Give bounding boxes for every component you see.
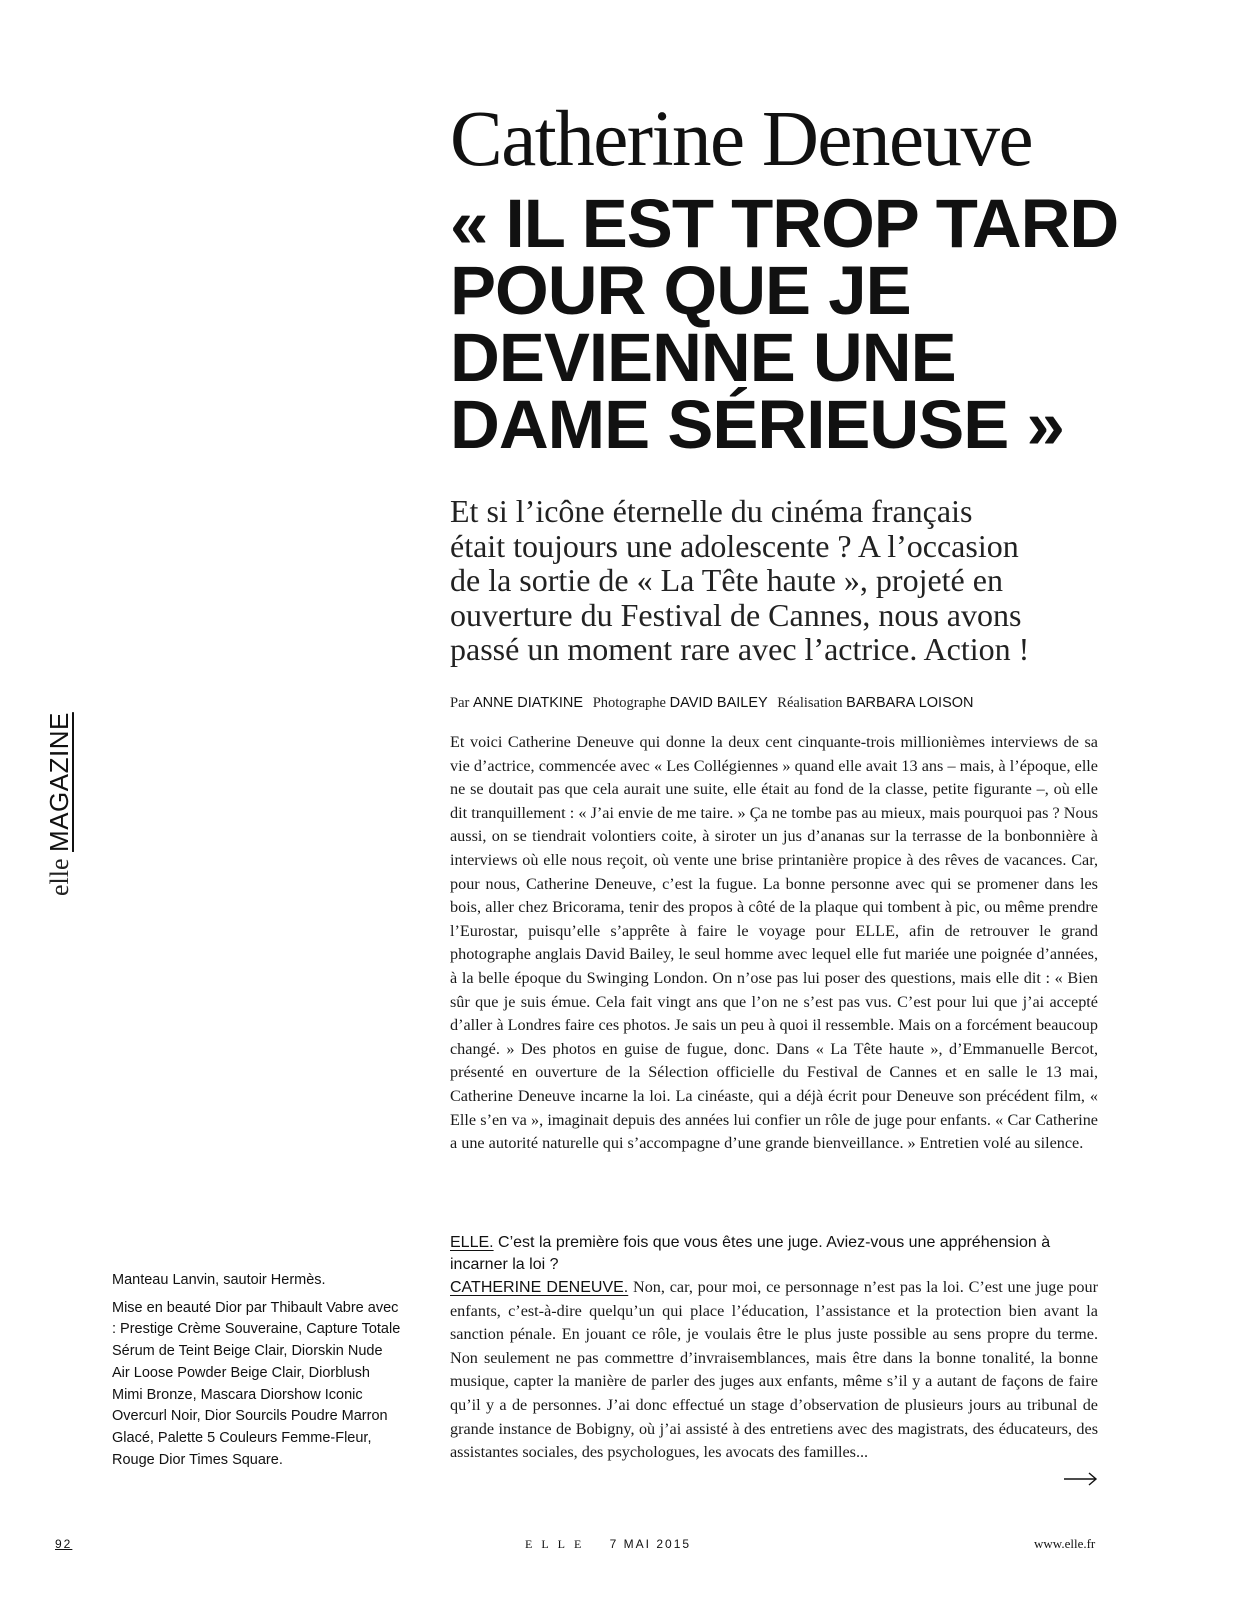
photographer-name: DAVID BAILEY	[669, 695, 768, 711]
page-number: 92	[55, 1537, 73, 1551]
photographer-label: Photographe	[592, 695, 666, 711]
intro-line: était toujours une adolescente ? A l’occasion	[450, 527, 1019, 564]
intro-line: Et si l’icône éternelle du cinéma français	[450, 493, 973, 529]
interview-question	[450, 1232, 1098, 1276]
photo-caption	[112, 1270, 402, 1477]
section-label	[44, 712, 75, 896]
answer-text: Non, car, pour moi, ce personnage n’est pas la loi. C’est une juge pour enfants, c’est-à-dire quelqu’un qui place l’éducation, l’assistance et la protection bien avant la sanction pénale. En jouant ce rôle, je voulais être le plus juste possible au sens propre du terme. Non seulement ne pas commettre d’invraisemblances, mais être dans la bonne tonalité, la bonne musique, capter la manière de parler des juges aux enfants, même s’il y a autant de façons de faire qu’il y a de personnes. J’ai donc effectué un stage d’observation de plusieurs jours au tribunal de grande instance de Bobigny, où j’ai assisté à des entretiens avec des magistrats, des éducateurs, des assistantes sociales, des psychologues, les avocats des familles...	[450, 1278, 1099, 1462]
headline-line: DEVIENNE UNE	[450, 319, 956, 396]
headline-line: DAME SÉRIEUSE »	[450, 386, 1064, 463]
interview-answer	[450, 1276, 1098, 1465]
section-brand: elle	[45, 858, 74, 896]
footer-magazine: ELLE	[525, 1537, 591, 1551]
article-intro	[450, 494, 1150, 667]
speaker-label: CATHERINE DENEUVE.	[450, 1279, 629, 1296]
article-headline	[450, 185, 1150, 463]
interviewer-label: ELLE.	[450, 1234, 494, 1251]
footer-website-link[interactable]: www.elle.fr	[1034, 1536, 1096, 1551]
author-name: ANNE DIATKINE	[472, 695, 584, 711]
headline-line: POUR QUE JE	[450, 252, 911, 329]
question-text: C’est la première fois que vous êtes une juge. Aviez-vous une appréhension à incarner la loi ?	[450, 1234, 1051, 1273]
direction-label: Réalisation	[777, 695, 843, 711]
caption-makeup: Mise en beauté Dior par Thibault Vabre avec : Prestige Crème Souveraine, Capture Totale Sérum de Teint Beige Clair, Diorskin Nude Air Loose Powder Beige Clair, Diorblush Mimi Bronze, Mascara Diorshow Iconic Overcurl Noir, Dior Sourcils Poudre Marron Glacé, Palette 5 Couleurs Femme-Fleur, Rouge Dior Times Square.	[112, 1299, 401, 1468]
section-name: MAGAZINE	[44, 712, 74, 852]
intro-line: passé un moment rare avec l’actrice. Action !	[450, 631, 1030, 667]
caption-wardrobe: Manteau Lanvin, sautoir Hermès.	[112, 1272, 326, 1288]
direction-name: BARBARA LOISON	[846, 695, 974, 711]
article-credits	[450, 694, 1150, 712]
author-label: Par	[450, 695, 470, 711]
article-body: Et voici Catherine Deneuve qui donne la deux cent cinquante-trois millionièmes interviews de sa vie d’actrice, commencée avec « Les Collégiennes » quand elle avait 13 ans – mais, à l’époque, elle ne se doutait pas que cela aurait une suite, elle était au fond de la classe, petite figurante –, où elle dit tranquillement : « J’ai envie de me taire. » Ça ne tombe pas au mieux, mais pourquoi pas ? Nous aussi, on se tiendrait volontiers coite, à siroter un jus d’ananas sur la terrasse de la bonbonnière à interviews où elle nous reçoit, où vente une brise printanière propice à des rêves de vacances. Car, pour nous, Catherine Deneuve, c’est la fugue. La bonne personne avec qui se promener dans les bois, aller chez Bricorama, tenir des propos à côté de la plaque qui tombent à pic, ou même prendre l’Eurostar, puisqu’elle s’apprête à faire le voyage pour ELLE, afin de retrouver le grand photographe anglais David Bailey, le seul homme avec lequel elle fut mariée une poignée d’années, à la belle époque du Swinging London. On n’ose pas lui poser des questions, mais elle dit : « Bien sûr que je suis émue. Cela fait vingt ans que l’on ne s’est pas vus. C’est pour lui que j’ai accepté d’aller à Londres faire ces photos. Je sais un peu à quoi il ressemble. Mais on a forcément beaucoup changé. » Des photos en guise de fugue, donc. Dans « La Tête haute », d’Emmanuelle Bercot, présenté en ouverture de la Sélection officielle du Festival de Cannes et en salle le 13 mai, Catherine Deneuve incarne la loi. La cinéaste, qui a déjà écrit pour Deneuve son précédent film, « Elle s’en va », imaginait depuis des années lui confier un rôle de juge pour enfants. « Car Catherine a une autorité naturelle qui s’accompagne d’une grande bienveillance. » Entretien volé au silence.	[450, 733, 1098, 1153]
headline-line: « IL EST TROP TARD	[450, 185, 1119, 262]
intro-line: ouverture du Festival de Cannes, nous avons	[450, 596, 1022, 633]
continue-arrow-icon	[1064, 1472, 1098, 1486]
footer-issue	[525, 1537, 691, 1552]
article-name-title: Catherine Deneuve	[450, 96, 1033, 183]
intro-line: de la sortie de « La Tête haute », projeté en	[450, 562, 1003, 598]
footer-date: 7 MAI 2015	[609, 1537, 692, 1551]
